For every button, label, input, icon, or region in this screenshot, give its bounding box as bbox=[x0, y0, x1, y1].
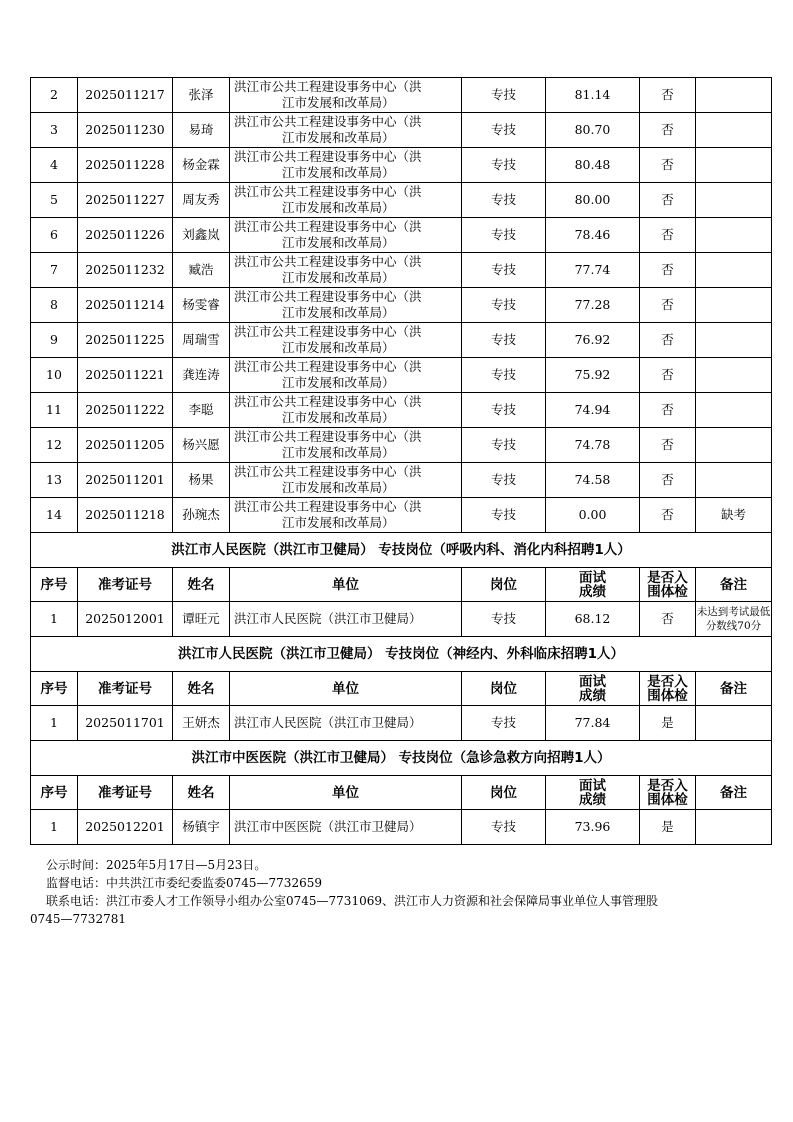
exam-id: 2025012001 bbox=[78, 602, 173, 637]
unit-cell bbox=[230, 218, 462, 253]
exam-id: 2025011232 bbox=[78, 253, 173, 288]
unit-cell bbox=[230, 393, 462, 428]
table-row bbox=[31, 498, 772, 533]
remark bbox=[696, 393, 772, 428]
header-remark: 备注 bbox=[696, 672, 772, 706]
post-type: 专技 bbox=[462, 602, 546, 637]
candidate-name: 谭旺元 bbox=[173, 602, 230, 637]
row-number: 1 bbox=[31, 810, 78, 845]
table-row bbox=[31, 78, 772, 113]
exam-id: 2025011214 bbox=[78, 288, 173, 323]
unit-cell bbox=[230, 183, 462, 218]
row-number: 11 bbox=[31, 393, 78, 428]
candidate-name: 易琦 bbox=[173, 113, 230, 148]
unit-line2: 江市发展和改革局） bbox=[282, 130, 395, 145]
table-row bbox=[31, 358, 772, 393]
section-title: 洪江市中医医院（洪江市卫健局） 专技岗位（急诊急救方向招聘1人） bbox=[31, 741, 772, 776]
physical-exam-status: 否 bbox=[640, 323, 696, 358]
remark bbox=[696, 218, 772, 253]
unit-line1: 洪江市公共工程建设事务中心（洪 bbox=[234, 289, 422, 304]
physical-exam-status: 否 bbox=[640, 148, 696, 183]
post-type: 专技 bbox=[462, 183, 546, 218]
physical-exam-status: 否 bbox=[640, 428, 696, 463]
header-unit: 单位 bbox=[230, 776, 462, 810]
post-type: 专技 bbox=[462, 78, 546, 113]
unit-line2: 江市发展和改革局） bbox=[282, 515, 395, 530]
interview-score: 80.00 bbox=[546, 183, 640, 218]
physical-exam-status: 是 bbox=[640, 706, 696, 741]
header-unit: 单位 bbox=[230, 568, 462, 602]
interview-score: 77.28 bbox=[546, 288, 640, 323]
unit-cell bbox=[230, 463, 462, 498]
post-type: 专技 bbox=[462, 706, 546, 741]
physical-exam-status: 否 bbox=[640, 113, 696, 148]
unit-line1: 洪江市公共工程建设事务中心（洪 bbox=[234, 79, 422, 94]
remark bbox=[696, 810, 772, 845]
candidate-name: 李聪 bbox=[173, 393, 230, 428]
header-exam-status: 是否入 围体检 bbox=[640, 672, 696, 706]
unit-cell bbox=[230, 288, 462, 323]
post-type: 专技 bbox=[462, 463, 546, 498]
row-number: 1 bbox=[31, 602, 78, 637]
unit-line1: 洪江市公共工程建设事务中心（洪 bbox=[234, 324, 422, 339]
contact-phone: 联系电话：洪江市委人才工作领导小组办公室0745—7731069、洪江市人力资源和社会保障局事业单位人事管理股 bbox=[46, 894, 658, 908]
remark bbox=[696, 183, 772, 218]
table-row bbox=[31, 148, 772, 183]
post-type: 专技 bbox=[462, 323, 546, 358]
row-number: 4 bbox=[31, 148, 78, 183]
physical-exam-status: 否 bbox=[640, 288, 696, 323]
candidate-name: 周瑞雪 bbox=[173, 323, 230, 358]
unit-line1: 洪江市公共工程建设事务中心（洪 bbox=[234, 499, 422, 514]
interview-score: 77.74 bbox=[546, 253, 640, 288]
header-post: 岗位 bbox=[462, 568, 546, 602]
candidate-name: 张泽 bbox=[173, 78, 230, 113]
exam-id: 2025011218 bbox=[78, 498, 173, 533]
interview-score: 78.46 bbox=[546, 218, 640, 253]
exam-id: 2025011222 bbox=[78, 393, 173, 428]
table-row bbox=[31, 218, 772, 253]
header-score: 面试 成绩 bbox=[546, 776, 640, 810]
physical-exam-status: 否 bbox=[640, 498, 696, 533]
section-title-row bbox=[31, 637, 772, 672]
exam-id: 2025011201 bbox=[78, 463, 173, 498]
unit-cell bbox=[230, 498, 462, 533]
exam-id: 2025011226 bbox=[78, 218, 173, 253]
row-number: 7 bbox=[31, 253, 78, 288]
header-name: 姓名 bbox=[173, 776, 230, 810]
exam-id: 2025011228 bbox=[78, 148, 173, 183]
unit-line1: 洪江市公共工程建设事务中心（洪 bbox=[234, 114, 422, 129]
header-name: 姓名 bbox=[173, 672, 230, 706]
unit-line1: 洪江市公共工程建设事务中心（洪 bbox=[234, 254, 422, 269]
unit-line2: 江市发展和改革局） bbox=[282, 270, 395, 285]
table-row bbox=[31, 463, 772, 498]
supervision-phone: 监督电话：中共洪江市委纪委监委0745—7732659 bbox=[46, 876, 322, 890]
interview-score: 68.12 bbox=[546, 602, 640, 637]
interview-score: 75.92 bbox=[546, 358, 640, 393]
table-row bbox=[31, 393, 772, 428]
exam-id: 2025011230 bbox=[78, 113, 173, 148]
candidate-name: 臧浩 bbox=[173, 253, 230, 288]
unit-cell bbox=[230, 358, 462, 393]
interview-score: 77.84 bbox=[546, 706, 640, 741]
remark bbox=[696, 428, 772, 463]
table-row bbox=[31, 706, 772, 741]
unit-line2: 江市发展和改革局） bbox=[282, 445, 395, 460]
unit-cell bbox=[230, 253, 462, 288]
header-remark: 备注 bbox=[696, 568, 772, 602]
unit-cell bbox=[230, 428, 462, 463]
unit-cell: 洪江市中医医院（洪江市卫健局） bbox=[230, 810, 462, 845]
post-type: 专技 bbox=[462, 810, 546, 845]
post-type: 专技 bbox=[462, 218, 546, 253]
header-unit: 单位 bbox=[230, 672, 462, 706]
candidate-name: 龚连涛 bbox=[173, 358, 230, 393]
post-type: 专技 bbox=[462, 148, 546, 183]
remark bbox=[696, 323, 772, 358]
header-name: 姓名 bbox=[173, 568, 230, 602]
publicity-time: 公示时间：2025年5月17日—5月23日。 bbox=[46, 858, 267, 872]
exam-id: 2025011217 bbox=[78, 78, 173, 113]
exam-id: 2025011227 bbox=[78, 183, 173, 218]
table-row bbox=[31, 810, 772, 845]
unit-cell bbox=[230, 323, 462, 358]
exam-id: 2025011205 bbox=[78, 428, 173, 463]
candidate-name: 孙琬杰 bbox=[173, 498, 230, 533]
header-exam-id: 准考证号 bbox=[78, 776, 173, 810]
unit-cell bbox=[230, 113, 462, 148]
table-row bbox=[31, 323, 772, 358]
unit-line2: 江市发展和改革局） bbox=[282, 165, 395, 180]
interview-score: 0.00 bbox=[546, 498, 640, 533]
row-number: 10 bbox=[31, 358, 78, 393]
candidate-name: 杨金霖 bbox=[173, 148, 230, 183]
header-score: 面试 成绩 bbox=[546, 672, 640, 706]
unit-cell bbox=[230, 78, 462, 113]
header-score: 面试 成绩 bbox=[546, 568, 640, 602]
section-title-row bbox=[31, 741, 772, 776]
header-post: 岗位 bbox=[462, 776, 546, 810]
unit-line1: 洪江市公共工程建设事务中心（洪 bbox=[234, 429, 422, 444]
row-number: 2 bbox=[31, 78, 78, 113]
section-title-row bbox=[31, 533, 772, 568]
post-type: 专技 bbox=[462, 393, 546, 428]
unit-line1: 洪江市公共工程建设事务中心（洪 bbox=[234, 359, 422, 374]
unit-cell: 洪江市人民医院（洪江市卫健局） bbox=[230, 706, 462, 741]
post-type: 专技 bbox=[462, 428, 546, 463]
unit-line2: 江市发展和改革局） bbox=[282, 200, 395, 215]
footer bbox=[30, 856, 775, 928]
unit-line2: 江市发展和改革局） bbox=[282, 235, 395, 250]
table-row bbox=[31, 253, 772, 288]
physical-exam-status: 是 bbox=[640, 810, 696, 845]
interview-score: 73.96 bbox=[546, 810, 640, 845]
row-number: 5 bbox=[31, 183, 78, 218]
remark bbox=[696, 463, 772, 498]
results-table-body bbox=[31, 78, 772, 845]
section-title: 洪江市人民医院（洪江市卫健局） 专技岗位（呼吸内科、消化内科招聘1人） bbox=[31, 533, 772, 568]
section-title: 洪江市人民医院（洪江市卫健局） 专技岗位（神经内、外科临床招聘1人） bbox=[31, 637, 772, 672]
exam-id: 2025012201 bbox=[78, 810, 173, 845]
header-no: 序号 bbox=[31, 568, 78, 602]
row-number: 12 bbox=[31, 428, 78, 463]
interview-score: 74.94 bbox=[546, 393, 640, 428]
post-type: 专技 bbox=[462, 358, 546, 393]
physical-exam-status: 否 bbox=[640, 183, 696, 218]
row-number: 3 bbox=[31, 113, 78, 148]
table-row bbox=[31, 113, 772, 148]
physical-exam-status: 否 bbox=[640, 393, 696, 428]
row-number: 13 bbox=[31, 463, 78, 498]
row-number: 14 bbox=[31, 498, 78, 533]
table-row bbox=[31, 602, 772, 637]
row-number: 1 bbox=[31, 706, 78, 741]
remark bbox=[696, 358, 772, 393]
remark bbox=[696, 113, 772, 148]
remark bbox=[696, 288, 772, 323]
header-no: 序号 bbox=[31, 672, 78, 706]
candidate-name: 周友秀 bbox=[173, 183, 230, 218]
candidate-name: 刘鑫岚 bbox=[173, 218, 230, 253]
interview-score: 74.78 bbox=[546, 428, 640, 463]
physical-exam-status: 否 bbox=[640, 602, 696, 637]
remark bbox=[696, 78, 772, 113]
unit-line1: 洪江市公共工程建设事务中心（洪 bbox=[234, 184, 422, 199]
row-number: 9 bbox=[31, 323, 78, 358]
unit-line1: 洪江市公共工程建设事务中心（洪 bbox=[234, 394, 422, 409]
candidate-name: 杨镇宇 bbox=[173, 810, 230, 845]
unit-line1: 洪江市公共工程建设事务中心（洪 bbox=[234, 464, 422, 479]
post-type: 专技 bbox=[462, 498, 546, 533]
interview-score: 76.92 bbox=[546, 323, 640, 358]
remark: 缺考 bbox=[696, 498, 772, 533]
unit-line2: 江市发展和改革局） bbox=[282, 305, 395, 320]
candidate-name: 杨兴愿 bbox=[173, 428, 230, 463]
contact-phone-cont: 0745—7732781 bbox=[30, 912, 126, 926]
unit-line1: 洪江市公共工程建设事务中心（洪 bbox=[234, 149, 422, 164]
unit-cell bbox=[230, 148, 462, 183]
exam-id: 2025011221 bbox=[78, 358, 173, 393]
post-type: 专技 bbox=[462, 113, 546, 148]
candidate-name: 杨果 bbox=[173, 463, 230, 498]
table-row bbox=[31, 288, 772, 323]
exam-id: 2025011701 bbox=[78, 706, 173, 741]
unit-line2: 江市发展和改革局） bbox=[282, 480, 395, 495]
results-table bbox=[30, 77, 772, 845]
header-row bbox=[31, 672, 772, 706]
remark bbox=[696, 253, 772, 288]
unit-line1: 洪江市公共工程建设事务中心（洪 bbox=[234, 219, 422, 234]
unit-line2: 江市发展和改革局） bbox=[282, 410, 395, 425]
unit-line2: 江市发展和改革局） bbox=[282, 375, 395, 390]
header-exam-id: 准考证号 bbox=[78, 672, 173, 706]
physical-exam-status: 否 bbox=[640, 463, 696, 498]
table-row bbox=[31, 183, 772, 218]
remark bbox=[696, 706, 772, 741]
post-type: 专技 bbox=[462, 253, 546, 288]
row-number: 6 bbox=[31, 218, 78, 253]
header-row bbox=[31, 776, 772, 810]
physical-exam-status: 否 bbox=[640, 218, 696, 253]
post-type: 专技 bbox=[462, 288, 546, 323]
physical-exam-status: 否 bbox=[640, 78, 696, 113]
header-remark: 备注 bbox=[696, 776, 772, 810]
interview-score: 80.70 bbox=[546, 113, 640, 148]
interview-score: 81.14 bbox=[546, 78, 640, 113]
header-row bbox=[31, 568, 772, 602]
row-number: 8 bbox=[31, 288, 78, 323]
candidate-name: 杨雯睿 bbox=[173, 288, 230, 323]
header-post: 岗位 bbox=[462, 672, 546, 706]
header-no: 序号 bbox=[31, 776, 78, 810]
remark bbox=[696, 148, 772, 183]
physical-exam-status: 否 bbox=[640, 253, 696, 288]
exam-id: 2025011225 bbox=[78, 323, 173, 358]
header-exam-status: 是否入 围体检 bbox=[640, 568, 696, 602]
interview-score: 74.58 bbox=[546, 463, 640, 498]
table-row bbox=[31, 428, 772, 463]
interview-score: 80.48 bbox=[546, 148, 640, 183]
unit-line2: 江市发展和改革局） bbox=[282, 95, 395, 110]
remark: 未达到考试最低分数线70分 bbox=[696, 602, 772, 637]
unit-line2: 江市发展和改革局） bbox=[282, 340, 395, 355]
physical-exam-status: 否 bbox=[640, 358, 696, 393]
header-exam-id: 准考证号 bbox=[78, 568, 173, 602]
candidate-name: 王妍杰 bbox=[173, 706, 230, 741]
header-exam-status: 是否入 围体检 bbox=[640, 776, 696, 810]
unit-cell: 洪江市人民医院（洪江市卫健局） bbox=[230, 602, 462, 637]
